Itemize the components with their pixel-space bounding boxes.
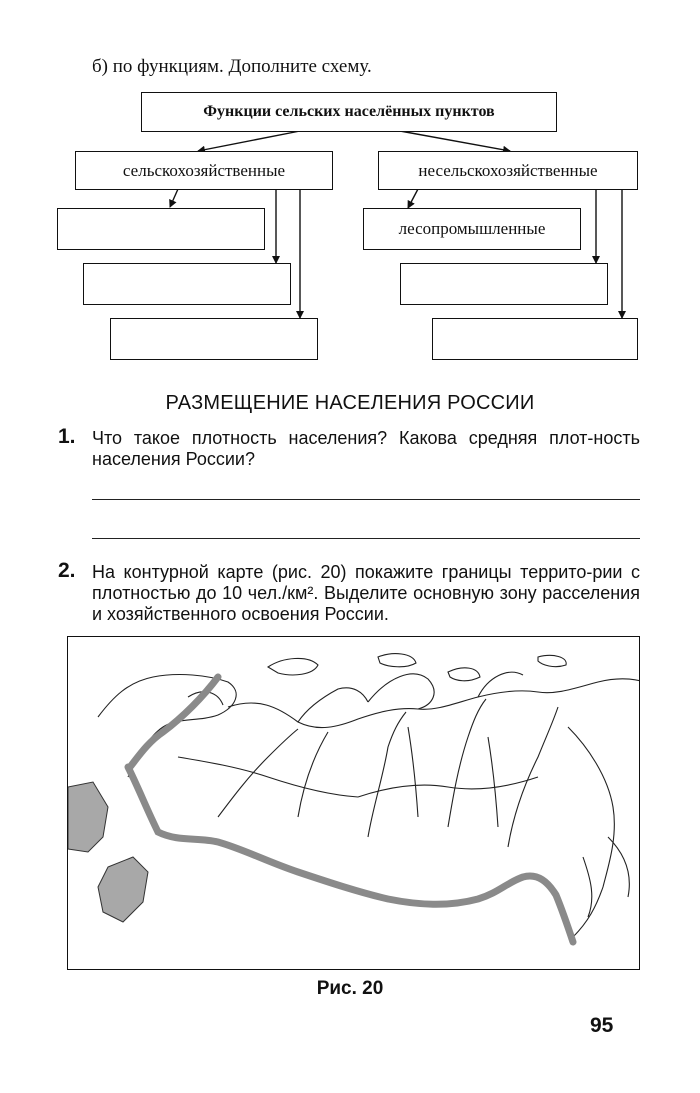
question-1-text: Что такое плотность населения? Какова средняя плот-ность населения России? [92,428,640,469]
figure-caption: Рис. 20 [316,978,384,999]
question-1-number: 1. [58,425,76,448]
southern-border-band [128,767,573,942]
scheme-intro: б) по функциям. Дополните схему. [92,56,372,77]
right-example-label: лесопромышленные [398,219,546,238]
section-heading: РАЗМЕЩЕНИЕ НАСЕЛЕНИЯ РОССИИ [165,392,535,414]
scheme-title-box [141,92,557,132]
arrow-right-1 [408,189,418,208]
right-category-box [378,151,638,190]
answer-line-1[interactable] [92,499,640,500]
question-2-text: На контурной карте (рис. 20) покажите границы террито-рии с плотностью до 10 чел./км². Выделите основную зону расселения и хозяйственного освоения России. [92,562,640,624]
answer-box-left-3[interactable] [110,318,318,360]
answer-box-left-2[interactable] [83,263,291,305]
arrow-title-right [400,131,510,151]
map-drawing [68,637,640,970]
answer-box-right-2[interactable] [400,263,608,305]
neighbor-area-west [68,782,108,852]
left-category-box [75,151,333,190]
question-2-number: 2. [58,559,76,582]
left-category-label: сельскохозяйственные [122,160,286,180]
answer-box-left-1[interactable] [57,208,265,250]
arrow-left-1 [170,189,178,207]
page-number: 95 [590,1014,614,1037]
right-category-label: несельскохозяйственные [418,160,598,180]
answer-box-right-3[interactable] [432,318,638,360]
contour-map[interactable] [67,636,640,970]
scheme-title: Функции сельских населённых пунктов [203,103,495,120]
arrow-title-left [198,131,300,151]
neighbor-area-south [98,857,148,922]
right-example-box [363,208,581,250]
western-border-band [130,677,218,767]
answer-line-2[interactable] [92,538,640,539]
